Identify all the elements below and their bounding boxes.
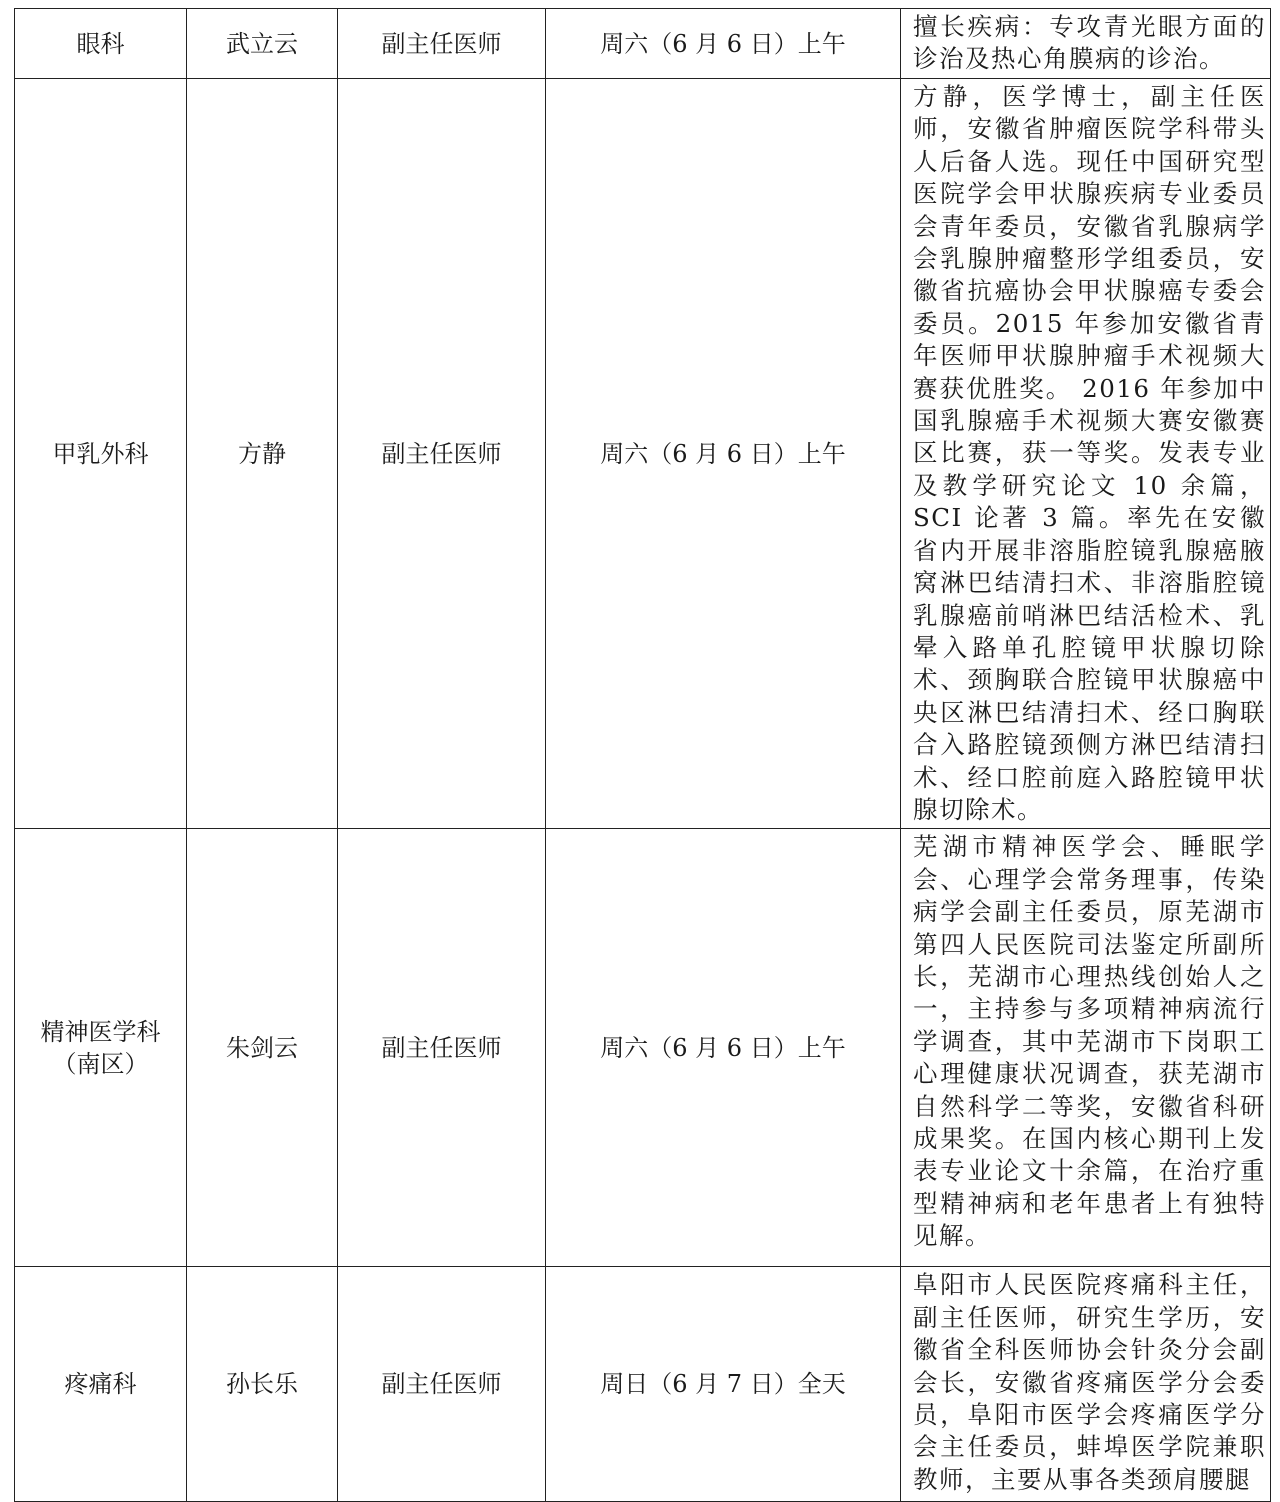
doctor-title-cell: 副主任医师 [338, 829, 546, 1267]
department-name-lines [41, 1016, 161, 1080]
doctor-title-cell: 副主任医师 [338, 79, 546, 829]
doctor-intro-cell: 方静，医学博士，副主任医师，安徽省肿瘤医院学科带头人后备人选。现任中国研究型医院学会甲状腺疾病专业委员会青年委员，安徽省乳腺病学会乳腺肿瘤整形学组委员，安徽省抗癌协会甲状腺癌专委会委员。2015 年参加安徽省青年医师甲状腺肿瘤手术视频大赛获优胜奖。 2016 年参加中国乳腺癌手术视频大赛安徽赛区比赛，获一等奖。发表专业及教学研究论文 10 余篇，SCI 论著 3 篇。率先在安徽省内开展非溶脂腔镜乳腺癌腋窝淋巴结清扫术、非溶脂腔镜乳腺癌前哨淋巴结活检术、乳晕入路单孔腔镜甲状腺切除术、颈胸联合腔镜甲状腺癌中央区淋巴结清扫术、经口胸联合入路腔镜颈侧方淋巴结清扫术、经口腔前庭入路腔镜甲状腺切除术。 [901, 79, 1271, 829]
doctor-intro-cell: 擅长疾病：专攻青光眼方面的诊治及热心角膜病的诊治。 [901, 9, 1271, 79]
department-cell: 疼痛科 [15, 1267, 187, 1502]
table-row [15, 79, 1271, 829]
department-cell: 甲乳外科 [15, 79, 187, 829]
clinic-time-cell: 周日（6 月 7 日）全天 [546, 1267, 901, 1502]
clinic-time-cell: 周六（6 月 6 日）上午 [546, 829, 901, 1267]
doctor-title-cell: 副主任医师 [338, 9, 546, 79]
table-row [15, 9, 1271, 79]
doctor-name-cell: 孙长乐 [187, 1267, 338, 1502]
clinic-time-cell: 周六（6 月 6 日）上午 [546, 79, 901, 829]
clinic-time-cell: 周六（6 月 6 日）上午 [546, 9, 901, 79]
doctor-name-cell: 方静 [187, 79, 338, 829]
department-cell [15, 829, 187, 1267]
department-cell: 眼科 [15, 9, 187, 79]
doctor-intro-cell: 阜阳市人民医院疼痛科主任，副主任医师，研究生学历，安徽省全科医师协会针灸分会副会长，安徽省疼痛医学分会委员，阜阳市医学会疼痛医学分会主任委员，蚌埠医学院兼职教师，主要从事各类颈肩腰腿 [901, 1267, 1271, 1502]
doctor-title-cell: 副主任医师 [338, 1267, 546, 1502]
doctor-name-cell: 朱剑云 [187, 829, 338, 1267]
table-row [15, 1267, 1271, 1502]
doctor-name-cell: 武立云 [187, 9, 338, 79]
department-area: （南区） [52, 1049, 149, 1078]
doctor-intro-cell: 芜湖市精神医学会、睡眠学会、心理学会常务理事，传染病学会副主任委员，原芜湖市第四人民医院司法鉴定所副所长，芜湖市心理热线创始人之一，主持参与多项精神病流行学调查，其中芜湖市下岗职工心理健康状况调查，获芜湖市自然科学二等奖，安徽省科研成果奖。在国内核心期刊上发表专业论文十余篇，在治疗重型精神病和老年患者上有独特见解。 [901, 829, 1271, 1267]
expert-schedule-table [14, 8, 1271, 1502]
table-row [15, 829, 1271, 1267]
department-name: 精神医学科 [40, 1017, 161, 1046]
